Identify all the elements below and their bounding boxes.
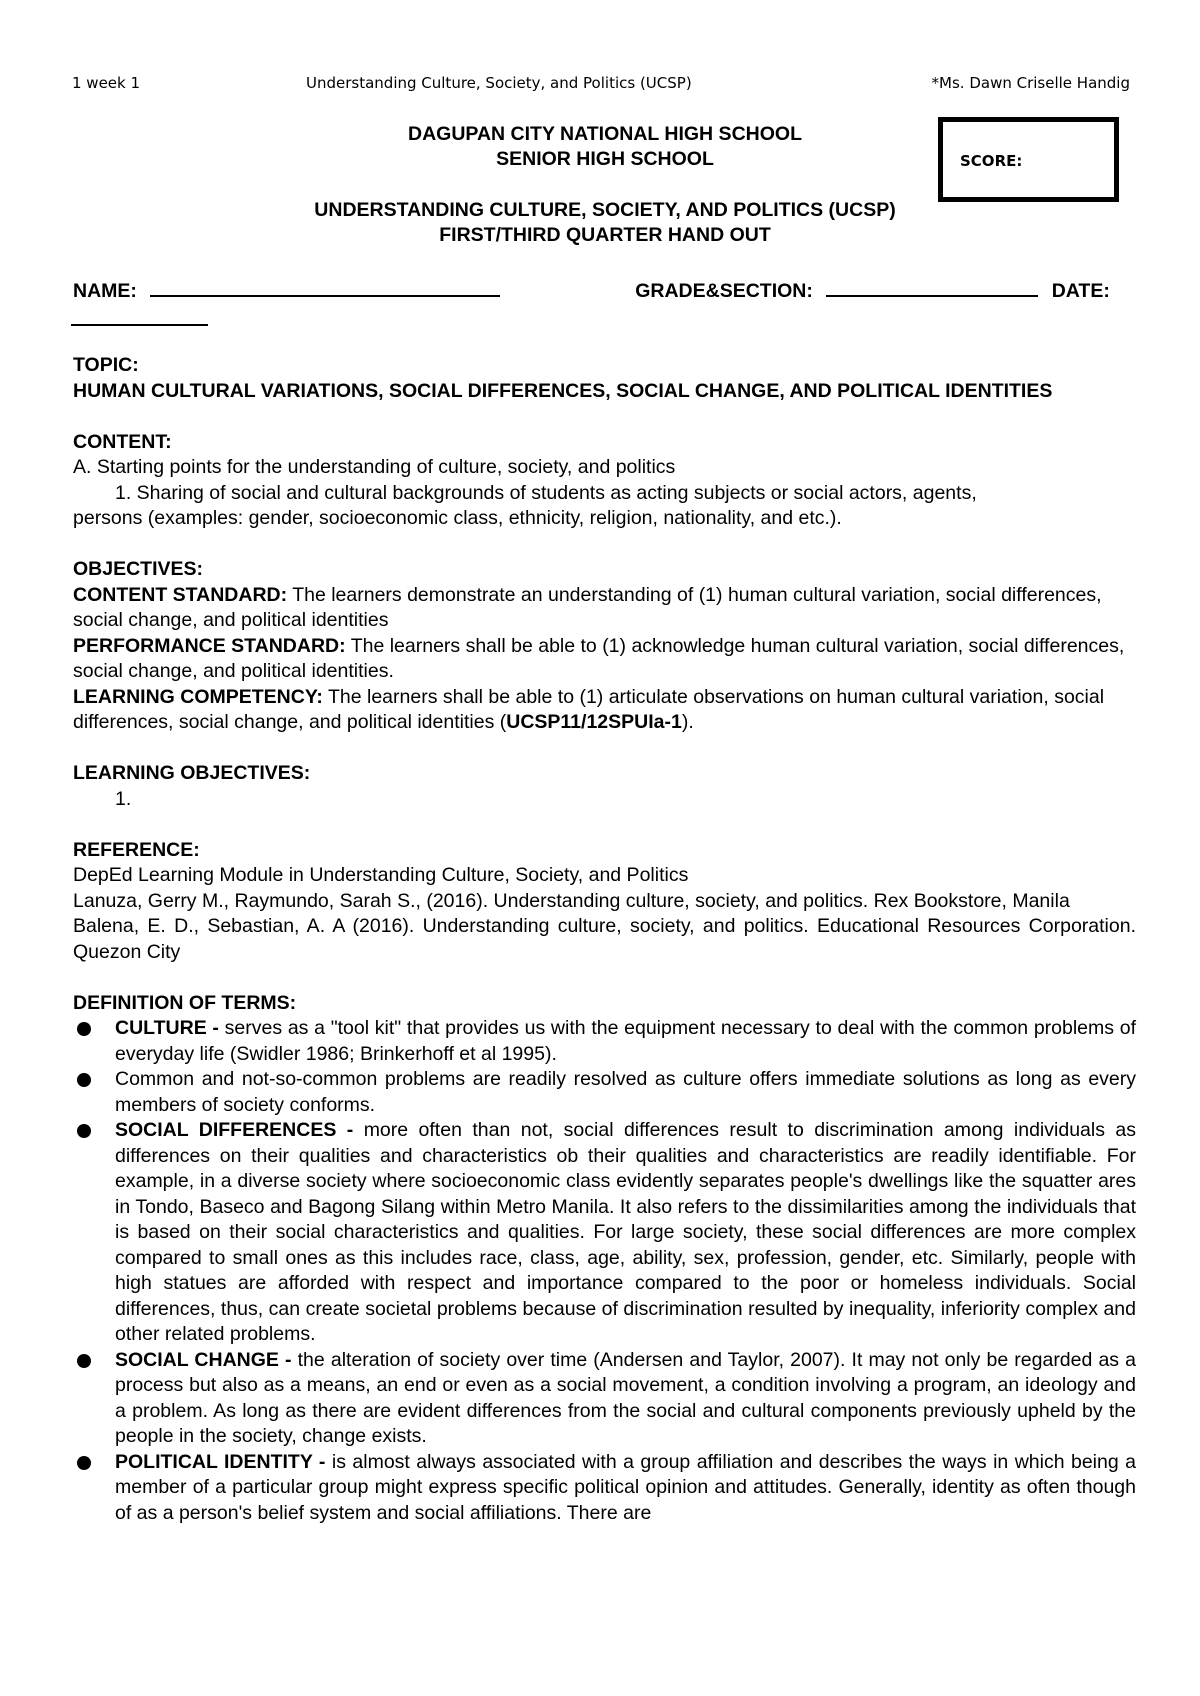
date-label: DATE: [1051,280,1110,302]
learning-competency-label: LEARNING COMPETENCY: [73,685,323,708]
reference-label: REFERENCE: [73,838,200,861]
grade-section-label: GRADE&SECTION: [635,280,813,302]
score-label: SCORE: [960,152,1023,170]
content-standard [73,583,1136,634]
common-problems-text: Common and not-so-common problems are readily resolved as culture offers immediate solutions as long as every members of society conforms. [115,1068,1136,1116]
social-differences-term: SOCIAL DIFFERENCES - [115,1119,354,1141]
reference-item-3: Balena, E. D., Sebastian, A. A (2016). Understanding culture, society, and politics. Educational Resources Corporation. Quezon City [73,915,1136,963]
culture-term: CULTURE - [115,1017,219,1039]
name-label: NAME: [73,280,137,302]
bullet-icon [77,1354,91,1368]
social-change-definition: the alteration of society over time (Andersen and Taylor, 2007). It may not only be regarded as a process but also as a means, an end or even as a social movement, a condition involving a program, an ideology and a problem. As long as there are evident differences from the social and cultural components previously upheld by the people in the society, change exists. [115,1348,1136,1447]
learning-competency [73,685,1136,736]
quarter-title: FIRST/THIRD QUARTER HAND OUT [439,224,771,246]
definition-culture [73,1016,1136,1067]
definition-social-differences [73,1118,1136,1348]
learning-objective-item-1: 1. [115,787,132,810]
definition-common-problems [73,1067,1136,1118]
subject-title: UNDERSTANDING CULTURE, SOCIETY, AND POLITICS (UCSP) [314,199,896,221]
bullet-icon [77,1456,91,1470]
bullet-icon [77,1073,91,1087]
definitions-list [73,1016,1136,1526]
performance-standard-text: The learners shall be able to (1) acknowledge human cultural variation, social differences, social change, and political identities. [73,634,1125,682]
content-standard-label: CONTENT STANDARD: [73,583,288,606]
content-item-1-continued: persons (examples: gender, socioeconomic class, ethnicity, religion, nationality, and etc.). [73,507,842,529]
political-identity-definition: is almost always associated with a group affiliation and describes the ways in which being a member of a particular group might express specific political opinion and attitudes. Generally, identity as often though of as a person's belief system and social affiliations. There are [115,1450,1136,1524]
learning-competency-end: ). [681,711,694,733]
learning-competency-text: The learners shall be able to (1) articulate observations on human cultural variation, social differences, social change, and political identities ( [73,685,1105,733]
date-line[interactable] [71,306,208,326]
content-standard-text: The learners demonstrate an understanding of (1) human cultural variation, social differences, social change, and political identities [73,583,1102,631]
definition-political-identity [73,1450,1136,1527]
main-content [73,353,1136,1526]
definitions-label: DEFINITION OF TERMS: [73,991,297,1014]
school-division: SENIOR HIGH SCHOOL [496,148,714,170]
social-change-term: SOCIAL CHANGE - [115,1348,292,1371]
topic-label: TOPIC: [73,354,139,376]
performance-standard-label: PERFORMANCE STANDARD: [73,634,346,657]
bullet-icon [77,1124,91,1138]
bullet-icon [77,1022,91,1036]
header-subject: Understanding Culture, Society, and Politics (UCSP) [306,74,692,92]
definition-social-change [73,1348,1136,1450]
header-teacher: *Ms. Dawn Criselle Handig [931,74,1130,92]
topic-text: HUMAN CULTURAL VARIATIONS, SOCIAL DIFFERENCES, SOCIAL CHANGE, AND POLITICAL IDENTITIES [73,379,1053,402]
student-info-row [73,277,1136,303]
political-identity-term: POLITICAL IDENTITY - [115,1450,326,1473]
social-differences-definition: more often than not, social differences result to discrimination among individuals as differences on their qualities and characteristics ob their qualities and characteristics are readily identifiable. For example, in a diverse society where socioeconomic class evidently separates people's dwellings like the squatter ares in Tondo, Baseco and Bagong Silang within Metro Manila. It also refers to the dissimilarities among the individuals that is based on their social characteristics and qualities. For large society, these social differences are more complex compared to small ones as this includes race, class, age, ability, sex, profession, gender, etc. Similarly, people with high statues are afforded with respect and importance compared to the poor or homeless individuals. Social differences, thus, can create societal problems because of discrimination resulted by inequality, inferiority complex and other related problems. [115,1119,1136,1345]
grade-section-line[interactable] [826,277,1038,297]
culture-definition: serves as a "tool kit" that provides us with the equipment necessary to deal with the common problems of everyday life (Swidler 1986; Brinkerhoff et al 1995). [115,1017,1137,1065]
school-name: DAGUPAN CITY NATIONAL HIGH SCHOOL [408,123,802,145]
name-line[interactable] [150,277,500,297]
reference-item-2: Lanuza, Gerry M., Raymundo, Sarah S., (2016). Understanding culture, society, and politics. Rex Bookstore, Manila [73,889,1070,912]
performance-standard [73,634,1136,685]
reference-item-1: DepEd Learning Module in Understanding Culture, Society, and Politics [73,864,689,886]
header-week: 1 week 1 [72,74,141,92]
content-label: CONTENT: [73,430,172,453]
content-item-a: A. Starting points for the understanding of culture, society, and politics [73,456,676,478]
learning-competency-code: UCSP11/12SPUIa-1 [506,711,682,733]
content-item-1: 1. Sharing of social and cultural backgrounds of students as acting subjects or social actors, agents, [115,481,977,504]
learning-objectives-label: LEARNING OBJECTIVES: [73,762,311,784]
objectives-label: OBJECTIVES: [73,558,204,580]
